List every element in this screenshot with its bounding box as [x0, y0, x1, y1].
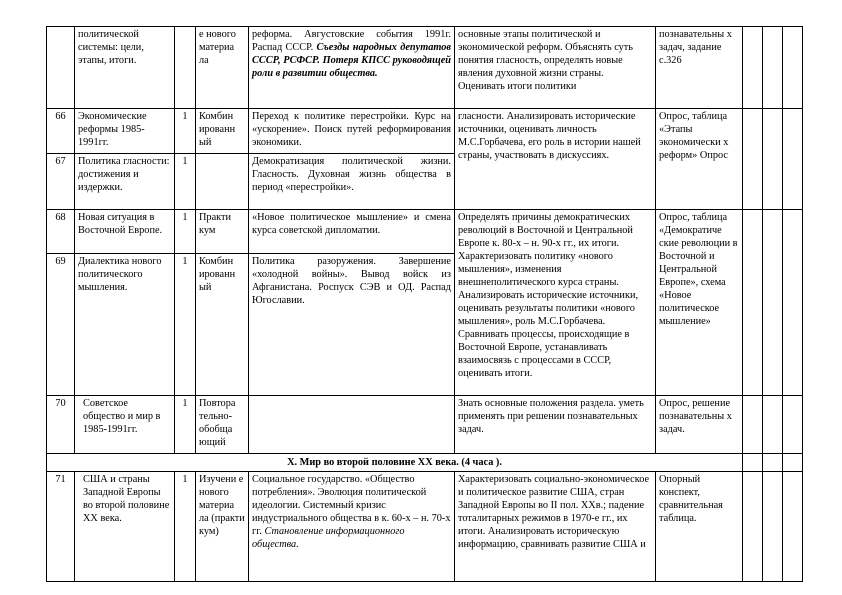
lesson-type: Практи кум	[196, 210, 249, 254]
empty-cell	[783, 472, 803, 582]
lesson-content	[249, 27, 455, 109]
lesson-content: Демократизация политической жизни. Гласность. Духовная жизнь общества в период «перестройки».	[249, 154, 455, 210]
lesson-hours: 1	[175, 472, 196, 582]
lesson-type: Повтора тельно-обобща ющий	[196, 396, 249, 454]
lesson-type: Изучени е нового материа ла (практи кум)	[196, 472, 249, 582]
student-activity: основные этапы политической и экономической реформ. Объяснять суть понятия гласность, определять новые явления духовной жизни страны. Оценивать итоги политики	[455, 27, 656, 109]
empty-cell	[763, 454, 783, 472]
lesson-topic: политической системы: цели, этапы, итоги.	[75, 27, 175, 109]
lesson-content: Политика разоружения. Завершение «холодной войны». Вывод войск из Афганистана. Роспуск СЭВ и ОД. Распад Югославии.	[249, 254, 455, 396]
control-form: Опрос, решение познавательны х задач.	[656, 396, 743, 454]
table-row	[47, 210, 803, 254]
empty-cell	[763, 210, 783, 396]
empty-cell	[783, 210, 803, 396]
student-activity: Знать основные положения раздела. уметь применять при решении познавательных задач.	[455, 396, 656, 454]
lesson-plan-table	[46, 26, 803, 582]
lesson-topic: США и страны Западной Европы во второй половине XX века.	[75, 472, 175, 582]
lesson-hours: 1	[175, 254, 196, 396]
lesson-hours: 1	[175, 396, 196, 454]
section-title: X. Мир во второй половине XX века. (4 часа ).	[47, 454, 743, 472]
student-activity: гласности. Анализировать исторические источники, оценивать личность М.С.Горбачева, его роль в истории нашей страны, участвовать в дискуссиях.	[455, 109, 656, 210]
row-number: 67	[47, 154, 75, 210]
lesson-content	[249, 472, 455, 582]
empty-cell	[743, 210, 763, 396]
row-number: 69	[47, 254, 75, 396]
lesson-plan-table-page	[46, 26, 802, 582]
row-number: 66	[47, 109, 75, 154]
lesson-hours: 1	[175, 109, 196, 154]
empty-cell	[743, 109, 763, 210]
lesson-topic: Новая ситуация в Восточной Европе.	[75, 210, 175, 254]
lesson-topic: Экономические реформы 1985-1991гг.	[75, 109, 175, 154]
empty-cell	[743, 396, 763, 454]
empty-cell	[783, 27, 803, 109]
row-number: 71	[47, 472, 75, 582]
table-row	[47, 472, 803, 582]
lesson-hours: 1	[175, 154, 196, 210]
empty-cell	[763, 109, 783, 210]
empty-cell	[743, 472, 763, 582]
table-row	[47, 109, 803, 154]
content-text: Социальное государство. «Общество потребления». Эволюция политической идеологии. Системный кризис индустриального общества в к. 60-х – н. 70-х гг.	[252, 474, 451, 537]
row-number	[47, 27, 75, 109]
empty-cell	[783, 454, 803, 472]
lesson-hours	[175, 27, 196, 109]
content-emphasis: Становление информационного общества.	[252, 526, 405, 550]
control-form: познавательны х задач, задание с.326	[656, 27, 743, 109]
lesson-type: Комбин ированн ый	[196, 109, 249, 154]
lesson-topic: Советское общество и мир в 1985-1991гг.	[75, 396, 175, 454]
control-form: Опрос, таблица «Демократиче ские революции в Восточной и Центральной Европе», схема «Новое политическое мышление»	[656, 210, 743, 396]
lesson-hours: 1	[175, 210, 196, 254]
student-activity: Характеризовать социально-экономическое и политическое развитие США, стран Западной Европы во II пол. XXв.; падение тоталитарных режимов в 1970-е гг., их итоги. Анализировать историческую информацию, сравнивать развитие США и	[455, 472, 656, 582]
table-row	[47, 27, 803, 109]
lesson-type: Комбин ированн ый	[196, 254, 249, 396]
lesson-content: «Новое политическое мышление» и смена курса советской дипломатии.	[249, 210, 455, 254]
empty-cell	[783, 396, 803, 454]
control-form: Опрос, таблица «Этапы экономически х реформ» Опрос	[656, 109, 743, 210]
row-number: 70	[47, 396, 75, 454]
lesson-type	[196, 154, 249, 210]
empty-cell	[763, 472, 783, 582]
section-header-row	[47, 454, 803, 472]
lesson-topic: Политика гласности: достижения и издержки.	[75, 154, 175, 210]
content-emphasis: Съезды народных депутатов СССР, РСФСР. Потеря КПСС руководящей роли в развитии общества.	[252, 42, 451, 79]
lesson-content: Переход к политике перестройки. Курс на «ускорение». Поиск путей реформирования экономики.	[249, 109, 455, 154]
control-form: Опорный конспект, сравнительная таблица.	[656, 472, 743, 582]
empty-cell	[763, 396, 783, 454]
content-text: реформа. Августовские события 1991г. Распад СССР.	[252, 29, 451, 53]
table-row	[47, 396, 803, 454]
lesson-type: е нового материа ла	[196, 27, 249, 109]
empty-cell	[743, 27, 763, 109]
student-activity: Определять причины демократических революций в Восточной и Центральной Европе к. 80-х – н. 90-х гг., их итоги. Характеризовать политику «нового мышления», изменения внешнеполитического курса страны. Анализировать исторические источники, оценивать результаты политики «нового мышления», роль М.С.Горбачева. Сравнивать процессы, происходящие в Восточной Европе, устанавливать взаимосвязь с процессами в СССР, оценивать итоги.	[455, 210, 656, 396]
empty-cell	[763, 27, 783, 109]
lesson-content	[249, 396, 455, 454]
empty-cell	[783, 109, 803, 210]
lesson-topic: Диалектика нового политического мышления.	[75, 254, 175, 396]
row-number: 68	[47, 210, 75, 254]
empty-cell	[743, 454, 763, 472]
